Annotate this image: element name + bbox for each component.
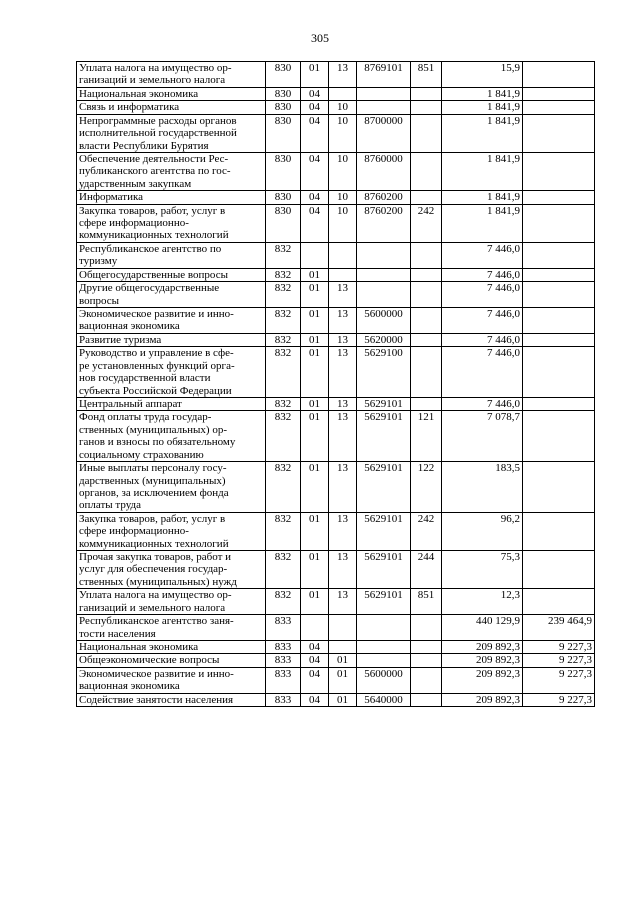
cell-amount-subventions	[523, 204, 595, 242]
cell-target-article: 5629101	[357, 589, 411, 615]
cell-name: Национальная экономика	[77, 640, 266, 653]
cell-section-code: 01	[301, 62, 329, 88]
cell-ministry-code: 832	[266, 333, 301, 346]
budget-table-body	[77, 62, 595, 707]
cell-amount-subventions	[523, 397, 595, 410]
table-row	[77, 693, 595, 706]
table-row	[77, 397, 595, 410]
cell-subsection-code: 13	[329, 589, 357, 615]
cell-amount: 209 892,3	[442, 640, 523, 653]
cell-section-code: 01	[301, 462, 329, 513]
table-row	[77, 268, 595, 281]
cell-expense-type	[411, 615, 442, 641]
cell-amount-subventions: 9 227,3	[523, 640, 595, 653]
cell-amount-subventions	[523, 411, 595, 462]
table-row	[77, 640, 595, 653]
cell-amount: 209 892,3	[442, 693, 523, 706]
cell-subsection-code: 13	[329, 551, 357, 589]
cell-name: Центральный аппарат	[77, 397, 266, 410]
table-row	[77, 114, 595, 152]
cell-name: Иные выплаты персоналу госу- дарственных (муниципальных) органов, за исключением фонда оплаты труда	[77, 462, 266, 513]
cell-section-code: 01	[301, 411, 329, 462]
cell-target-article: 5629101	[357, 411, 411, 462]
cell-section-code: 01	[301, 551, 329, 589]
cell-subsection-code: 01	[329, 654, 357, 667]
cell-name: Общеэкономические вопросы	[77, 654, 266, 667]
table-row	[77, 204, 595, 242]
cell-amount: 7 078,7	[442, 411, 523, 462]
cell-amount: 15,9	[442, 62, 523, 88]
cell-amount-subventions: 239 464,9	[523, 615, 595, 641]
cell-ministry-code: 832	[266, 589, 301, 615]
cell-expense-type	[411, 152, 442, 190]
cell-target-article: 5620000	[357, 333, 411, 346]
cell-target-article: 8760000	[357, 152, 411, 190]
cell-amount: 7 446,0	[442, 268, 523, 281]
cell-subsection-code: 13	[329, 347, 357, 398]
cell-subsection-code: 01	[329, 693, 357, 706]
cell-amount: 12,3	[442, 589, 523, 615]
cell-section-code: 04	[301, 191, 329, 204]
cell-amount: 7 446,0	[442, 333, 523, 346]
cell-amount: 209 892,3	[442, 654, 523, 667]
cell-subsection-code: 10	[329, 204, 357, 242]
cell-amount: 7 446,0	[442, 397, 523, 410]
cell-amount-subventions	[523, 87, 595, 100]
cell-name: Другие общегосударственные вопросы	[77, 282, 266, 308]
cell-expense-type	[411, 640, 442, 653]
cell-name: Республиканское агентство заня- тости населения	[77, 615, 266, 641]
table-row	[77, 615, 595, 641]
cell-amount: 1 841,9	[442, 152, 523, 190]
cell-target-article: 5629101	[357, 512, 411, 550]
cell-name: Уплата налога на имущество ор- ганизаций и земельного налога	[77, 62, 266, 88]
cell-name: Непрограммные расходы органов исполнительной государственной власти Республики Бурятия	[77, 114, 266, 152]
table-row	[77, 242, 595, 268]
table-row	[77, 333, 595, 346]
cell-amount-subventions	[523, 308, 595, 334]
cell-subsection-code: 10	[329, 114, 357, 152]
cell-amount: 1 841,9	[442, 114, 523, 152]
cell-expense-type	[411, 654, 442, 667]
cell-target-article	[357, 615, 411, 641]
table-row	[77, 462, 595, 513]
cell-amount-subventions: 9 227,3	[523, 693, 595, 706]
cell-name: Экономическое развитие и инно- вационная экономика	[77, 667, 266, 693]
cell-subsection-code: 01	[329, 667, 357, 693]
cell-ministry-code: 832	[266, 512, 301, 550]
cell-ministry-code: 833	[266, 667, 301, 693]
cell-section-code: 01	[301, 333, 329, 346]
cell-amount: 7 446,0	[442, 242, 523, 268]
cell-amount: 7 446,0	[442, 282, 523, 308]
table-row	[77, 62, 595, 88]
cell-expense-type	[411, 347, 442, 398]
cell-expense-type	[411, 333, 442, 346]
cell-expense-type: 121	[411, 411, 442, 462]
cell-expense-type	[411, 667, 442, 693]
cell-expense-type: 242	[411, 204, 442, 242]
table-row	[77, 589, 595, 615]
cell-section-code: 04	[301, 87, 329, 100]
cell-section-code	[301, 615, 329, 641]
cell-amount-subventions	[523, 462, 595, 513]
cell-ministry-code: 830	[266, 87, 301, 100]
cell-section-code: 01	[301, 282, 329, 308]
cell-subsection-code	[329, 242, 357, 268]
cell-ministry-code: 832	[266, 347, 301, 398]
cell-name: Развитие туризма	[77, 333, 266, 346]
cell-section-code: 01	[301, 512, 329, 550]
cell-subsection-code: 10	[329, 101, 357, 114]
table-row	[77, 87, 595, 100]
cell-ministry-code: 832	[266, 462, 301, 513]
cell-expense-type	[411, 114, 442, 152]
cell-target-article: 5629101	[357, 551, 411, 589]
cell-expense-type	[411, 101, 442, 114]
cell-section-code: 01	[301, 397, 329, 410]
cell-amount: 183,5	[442, 462, 523, 513]
cell-amount: 7 446,0	[442, 308, 523, 334]
cell-target-article: 8760200	[357, 204, 411, 242]
cell-subsection-code: 10	[329, 191, 357, 204]
cell-ministry-code: 830	[266, 152, 301, 190]
cell-amount-subventions	[523, 114, 595, 152]
cell-name: Прочая закупка товаров, работ и услуг для обеспечения государ- ственных (муниципальных) нужд	[77, 551, 266, 589]
cell-expense-type: 851	[411, 62, 442, 88]
cell-section-code: 04	[301, 667, 329, 693]
cell-amount: 209 892,3	[442, 667, 523, 693]
cell-ministry-code: 830	[266, 114, 301, 152]
cell-section-code: 04	[301, 693, 329, 706]
cell-expense-type	[411, 308, 442, 334]
cell-section-code: 04	[301, 101, 329, 114]
cell-expense-type	[411, 268, 442, 281]
cell-expense-type: 122	[411, 462, 442, 513]
page-number: 305	[311, 31, 329, 45]
cell-expense-type: 242	[411, 512, 442, 550]
table-row	[77, 347, 595, 398]
cell-name: Общегосударственные вопросы	[77, 268, 266, 281]
cell-ministry-code: 833	[266, 654, 301, 667]
cell-amount-subventions	[523, 191, 595, 204]
cell-section-code: 01	[301, 308, 329, 334]
cell-section-code: 04	[301, 654, 329, 667]
cell-section-code: 04	[301, 152, 329, 190]
cell-target-article: 5600000	[357, 667, 411, 693]
cell-expense-type	[411, 242, 442, 268]
cell-amount-subventions	[523, 347, 595, 398]
cell-amount-subventions	[523, 333, 595, 346]
cell-amount: 96,2	[442, 512, 523, 550]
cell-name: Закупка товаров, работ, услуг в сфере информационно- коммуникационных технологий	[77, 204, 266, 242]
cell-subsection-code: 13	[329, 411, 357, 462]
cell-name: Обеспечение деятельности Рес- публиканского агентства по гос- ударственным закупкам	[77, 152, 266, 190]
cell-amount-subventions	[523, 242, 595, 268]
cell-amount-subventions	[523, 512, 595, 550]
cell-target-article: 5600000	[357, 308, 411, 334]
cell-subsection-code: 13	[329, 397, 357, 410]
cell-ministry-code: 833	[266, 615, 301, 641]
table-row	[77, 282, 595, 308]
cell-ministry-code: 832	[266, 411, 301, 462]
table-row	[77, 512, 595, 550]
table-row	[77, 411, 595, 462]
cell-name: Республиканское агентство по туризму	[77, 242, 266, 268]
table-row	[77, 308, 595, 334]
cell-target-article	[357, 101, 411, 114]
cell-target-article: 8760200	[357, 191, 411, 204]
cell-amount-subventions: 9 227,3	[523, 654, 595, 667]
cell-ministry-code: 830	[266, 204, 301, 242]
cell-amount: 1 841,9	[442, 204, 523, 242]
cell-target-article	[357, 242, 411, 268]
cell-ministry-code: 833	[266, 693, 301, 706]
cell-amount-subventions	[523, 101, 595, 114]
cell-amount-subventions	[523, 268, 595, 281]
cell-ministry-code: 830	[266, 191, 301, 204]
cell-expense-type	[411, 282, 442, 308]
cell-name: Закупка товаров, работ, услуг в сфере информационно- коммуникационных технологий	[77, 512, 266, 550]
table-row	[77, 101, 595, 114]
cell-name: Национальная экономика	[77, 87, 266, 100]
cell-subsection-code: 10	[329, 152, 357, 190]
budget-table	[76, 61, 595, 707]
cell-name: Содействие занятости населения	[77, 693, 266, 706]
cell-amount-subventions	[523, 282, 595, 308]
cell-subsection-code: 13	[329, 308, 357, 334]
cell-section-code: 01	[301, 347, 329, 398]
cell-amount-subventions	[523, 62, 595, 88]
cell-target-article: 5640000	[357, 693, 411, 706]
cell-target-article	[357, 282, 411, 308]
cell-ministry-code: 832	[266, 397, 301, 410]
cell-section-code: 04	[301, 204, 329, 242]
cell-expense-type	[411, 397, 442, 410]
table-row	[77, 654, 595, 667]
cell-subsection-code	[329, 615, 357, 641]
cell-section-code: 04	[301, 640, 329, 653]
cell-amount-subventions	[523, 589, 595, 615]
cell-section-code	[301, 242, 329, 268]
cell-amount: 7 446,0	[442, 347, 523, 398]
cell-target-article: 8700000	[357, 114, 411, 152]
cell-expense-type	[411, 191, 442, 204]
cell-ministry-code: 832	[266, 268, 301, 281]
cell-target-article: 8769101	[357, 62, 411, 88]
cell-name: Фонд оплаты труда государ- ственных (муниципальных) ор- ганов и взносы по обязательному социальному страхованию	[77, 411, 266, 462]
cell-name: Уплата налога на имущество ор- ганизаций и земельного налога	[77, 589, 266, 615]
cell-expense-type: 244	[411, 551, 442, 589]
cell-section-code: 04	[301, 114, 329, 152]
cell-ministry-code: 833	[266, 640, 301, 653]
cell-expense-type	[411, 87, 442, 100]
cell-target-article	[357, 654, 411, 667]
cell-ministry-code: 832	[266, 308, 301, 334]
cell-subsection-code	[329, 640, 357, 653]
cell-subsection-code: 13	[329, 333, 357, 346]
cell-ministry-code: 832	[266, 242, 301, 268]
cell-target-article	[357, 87, 411, 100]
cell-amount: 1 841,9	[442, 191, 523, 204]
cell-subsection-code: 13	[329, 462, 357, 513]
table-row	[77, 152, 595, 190]
cell-name: Связь и информатика	[77, 101, 266, 114]
cell-expense-type	[411, 693, 442, 706]
table-row	[77, 551, 595, 589]
cell-subsection-code: 13	[329, 282, 357, 308]
cell-target-article	[357, 640, 411, 653]
cell-target-article	[357, 268, 411, 281]
cell-ministry-code: 832	[266, 551, 301, 589]
cell-target-article: 5629101	[357, 462, 411, 513]
cell-amount: 440 129,9	[442, 615, 523, 641]
cell-target-article: 5629101	[357, 397, 411, 410]
cell-name: Руководство и управление в сфе- ре установленных функций орга- нов государственной власти субъекта Российской Федерации	[77, 347, 266, 398]
cell-subsection-code: 13	[329, 512, 357, 550]
cell-section-code: 01	[301, 268, 329, 281]
cell-amount: 75,3	[442, 551, 523, 589]
cell-expense-type: 851	[411, 589, 442, 615]
cell-amount: 1 841,9	[442, 87, 523, 100]
cell-amount-subventions: 9 227,3	[523, 667, 595, 693]
cell-ministry-code: 832	[266, 282, 301, 308]
cell-target-article: 5629100	[357, 347, 411, 398]
table-row	[77, 667, 595, 693]
cell-ministry-code: 830	[266, 101, 301, 114]
cell-section-code: 01	[301, 589, 329, 615]
cell-name: Информатика	[77, 191, 266, 204]
cell-subsection-code	[329, 87, 357, 100]
cell-name: Экономическое развитие и инно- вационная экономика	[77, 308, 266, 334]
cell-amount-subventions	[523, 551, 595, 589]
cell-amount-subventions	[523, 152, 595, 190]
cell-subsection-code	[329, 268, 357, 281]
table-row	[77, 191, 595, 204]
cell-amount: 1 841,9	[442, 101, 523, 114]
cell-subsection-code: 13	[329, 62, 357, 88]
cell-ministry-code: 830	[266, 62, 301, 88]
